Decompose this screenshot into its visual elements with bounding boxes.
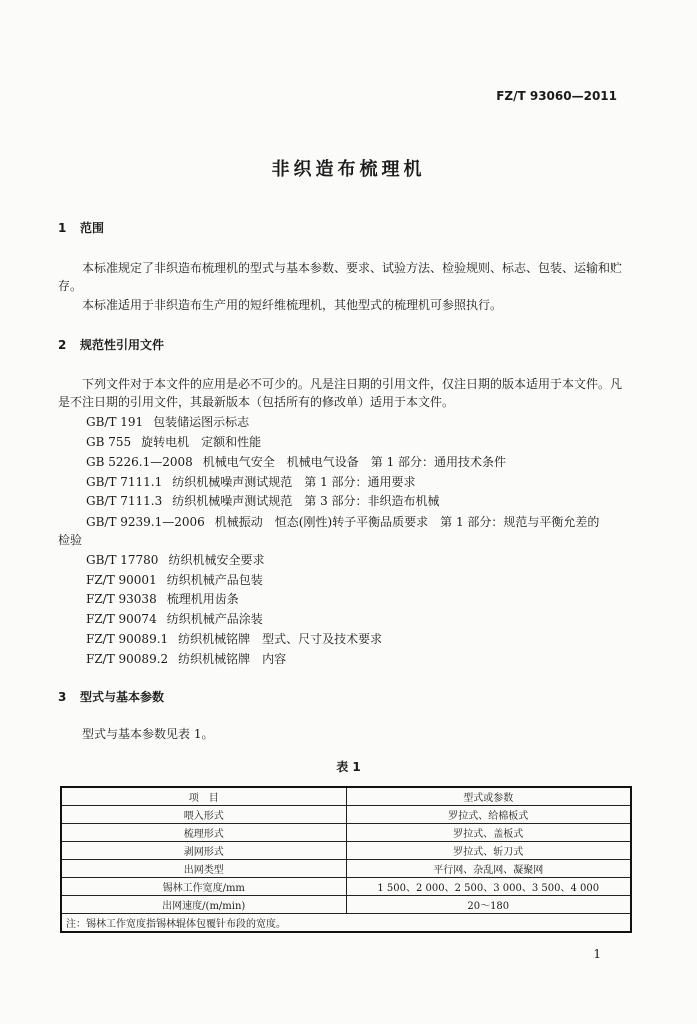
reference-item (86, 571, 263, 588)
section-3-heading (58, 688, 164, 705)
section-title: 型式与基本参数 (80, 690, 165, 704)
scope-paragraph-1: 本标准规定了非织造布梳理机的型式与基本参数、要求、试验方法、检验规则、标志、包装、运输和贮存。 (58, 261, 623, 293)
params-intro: 型式与基本参数见表 1。 (82, 727, 214, 741)
section-2-heading (58, 336, 164, 353)
reference-code: GB 5226.1—2008 (86, 455, 193, 469)
reference-code: FZ/T 90089.2 (86, 652, 169, 666)
table-cell: 平行网、杂乱网、凝聚网 (346, 860, 631, 878)
table-cell: 罗拉式、斩刀式 (346, 842, 631, 860)
table-row (61, 824, 631, 842)
reference-item (86, 630, 382, 647)
scope-paragraph-2: 本标准适用于非织造布生产用的短纤维梳理机，其他型式的梳理机可参照执行。 (82, 298, 503, 312)
page-number: 1 (593, 947, 601, 961)
table-row (61, 842, 631, 860)
table-cell: 罗拉式、给棉板式 (346, 806, 631, 824)
table-cell: 梳理形式 (61, 824, 346, 842)
reference-item (86, 492, 440, 509)
table-row (61, 806, 631, 824)
section-number: 1 (58, 221, 67, 235)
reference-item (86, 610, 263, 627)
section-title: 范围 (80, 221, 105, 235)
table-row (61, 878, 631, 896)
reference-code: GB/T 191 (86, 415, 144, 429)
reference-name: 纺织机械噪声测试规范 第 3 部分：非织造布机械 (172, 494, 440, 508)
table-cell: 锡林工作宽度/mm (61, 878, 346, 896)
table-cell: 罗拉式、盖板式 (346, 824, 631, 842)
reference-name: 纺织机械铭牌 内容 (178, 652, 287, 666)
parameters-table (60, 786, 632, 933)
table-row (61, 896, 631, 914)
reference-name: 梳理机用齿条 (166, 592, 239, 606)
table-cell: 出网速度/(m/min) (61, 896, 346, 914)
reference-item (86, 513, 599, 530)
reference-code: GB/T 17780 (86, 553, 159, 567)
table-note: 注：锡林工作宽度指锡林辊体包覆针布段的宽度。 (61, 914, 631, 933)
table-header-row (61, 787, 631, 806)
table-caption: 表 1 (336, 760, 361, 774)
document-title: 非织造布梳理机 (271, 159, 426, 180)
reference-item (86, 433, 261, 450)
table-cell: 出网类型 (61, 860, 346, 878)
reference-item (86, 413, 249, 430)
reference-name: 包装储运图示标志 (153, 415, 250, 429)
reference-name: 旋转电机 定额和性能 (141, 435, 262, 449)
standard-code: FZ/T 93060—2011 (496, 89, 617, 103)
section-title: 规范性引用文件 (80, 338, 165, 352)
table-row (61, 860, 631, 878)
reference-code: GB/T 9239.1—2006 (86, 515, 205, 529)
reference-name: 机械振动 恒态(刚性)转子平衡品质要求 第 1 部分：规范与平衡允差的 (214, 515, 600, 529)
reference-name: 纺织机械噪声测试规范 第 1 部分：通用要求 (172, 475, 416, 489)
reference-code: GB/T 7111.3 (86, 494, 163, 508)
reference-item (86, 473, 416, 490)
reference-name: 纺织机械产品包装 (166, 573, 263, 587)
reference-code: FZ/T 90074 (86, 612, 157, 626)
references-intro: 下列文件对于本文件的应用是必不可少的。凡是注日期的引用文件，仅注日期的版本适用于本文件。凡是不注日期的引用文件，其最新版本（包括所有的修改单）适用于本文件。 (58, 377, 623, 409)
reference-name: 纺织机械产品涂装 (166, 612, 263, 626)
table-cell: 1 500、2 000、2 500、3 000、3 500、4 000 (346, 878, 631, 896)
reference-name: 机械电气安全 机械电气设备 第 1 部分：通用技术条件 (202, 455, 507, 469)
reference-code: FZ/T 93038 (86, 592, 157, 606)
reference-code: GB 755 (86, 435, 132, 449)
section-number: 2 (58, 338, 67, 352)
table-header-cell: 型式或参数 (346, 787, 631, 806)
section-number: 3 (58, 690, 67, 704)
reference-code: GB/T 7111.1 (86, 475, 163, 489)
reference-item (86, 650, 286, 667)
table-note-row (61, 914, 631, 933)
reference-code: FZ/T 90089.1 (86, 632, 169, 646)
section-1-heading (58, 219, 104, 236)
reference-item (86, 551, 264, 568)
table-cell: 剥网形式 (61, 842, 346, 860)
reference-item (86, 453, 506, 470)
reference-continuation: 检验 (58, 533, 83, 547)
table-cell: 喂入形式 (61, 806, 346, 824)
reference-code: FZ/T 90001 (86, 573, 157, 587)
table-header-cell: 项 目 (61, 787, 346, 806)
table-cell: 20～180 (346, 896, 631, 914)
reference-item (86, 590, 239, 607)
reference-name: 纺织机械铭牌 型式、尺寸及技术要求 (178, 632, 383, 646)
reference-name: 纺织机械安全要求 (168, 553, 265, 567)
